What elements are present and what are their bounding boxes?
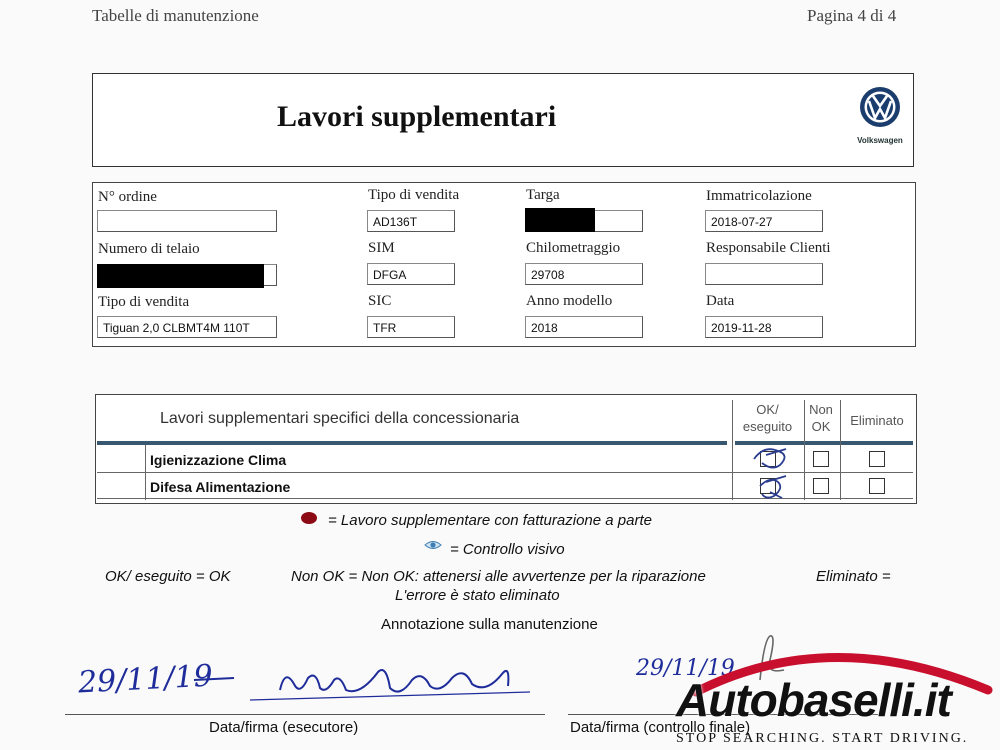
legend-extra-billing: = Lavoro supplementare con fatturazione a parte (328, 512, 652, 529)
ok-checkmark-icon (752, 470, 798, 502)
col-nok-line1: Non (809, 402, 833, 417)
signature-line-left (65, 714, 545, 715)
date-field[interactable]: 2019-11-28 (705, 316, 823, 338)
col-nok-line2: OK (811, 419, 831, 434)
mileage-field[interactable]: 29708 (525, 263, 643, 285)
section-title: Tabelle di manutenzione (92, 6, 259, 25)
nok-checkbox[interactable] (813, 451, 829, 467)
sale-type-top-field[interactable]: AD136T (367, 210, 455, 232)
customer-manager-label: Responsabile Clienti (706, 240, 831, 256)
vw-logo (850, 85, 910, 145)
ok-checkmark-icon (750, 441, 800, 473)
registration-field[interactable]: 2018-07-27 (705, 210, 823, 232)
handwritten-date-left: 29/11/19 (77, 658, 214, 701)
col-elim-header: Eliminato (850, 413, 904, 428)
signature-executor-label: Data/firma (esecutore) (209, 719, 359, 736)
nok-checkbox[interactable] (813, 478, 829, 494)
plate-redaction (525, 208, 595, 232)
work-table-heading: Lavori supplementari specifici della concessionaria (160, 410, 520, 427)
vw-brand-name: Volkswagen (857, 136, 903, 145)
model-year-field[interactable]: 2018 (525, 316, 643, 338)
extra-billing-dot-icon (300, 511, 318, 525)
legend-eliminated-definition: Eliminato = (816, 568, 891, 585)
legend-nok-definition: Non OK = Non OK: attenersi alle avvertenze per la riparazione (291, 568, 706, 585)
col-ok-line2: eseguito (742, 419, 793, 434)
row-label: Difesa Alimentazione (150, 479, 291, 495)
vin-label: Numero di telaio (98, 241, 200, 257)
page-title: Lavori supplementari (277, 100, 557, 133)
col-ok-header (730, 401, 805, 435)
date-label: Data (706, 293, 735, 309)
row-label: Igienizzazione Clima (150, 452, 287, 468)
sic-field[interactable]: TFR (367, 316, 455, 338)
legend-eliminated-definition-2: L'errore è stato eliminato (395, 587, 560, 604)
col-ok-line1: OK/ (756, 402, 779, 417)
sim-label: SIM (368, 240, 395, 256)
model-year-label: Anno modello (526, 293, 613, 309)
sale-type-bottom-field[interactable]: Tiguan 2,0 CLBMT4M 110T (97, 316, 277, 338)
vin-redaction (97, 264, 264, 288)
signature-executor (190, 650, 550, 710)
mileage-label: Chilometraggio (526, 240, 621, 256)
eliminated-checkbox[interactable] (869, 451, 885, 467)
legend-ok-definition: OK/ eseguito = OK (105, 568, 231, 585)
maintenance-annotation-label: Annotazione sulla manutenzione (381, 616, 598, 633)
vw-logo-icon (858, 85, 902, 129)
sic-label: SIC (368, 293, 392, 309)
customer-manager-field[interactable] (705, 263, 823, 285)
handwritten-date-right: 29/11/19 (636, 656, 735, 681)
signature-final-check-label: Data/firma (controllo finale) (570, 719, 751, 736)
col-nok-header (802, 401, 840, 435)
order-number-field[interactable] (97, 210, 277, 232)
sale-type-top-label: Tipo di vendita (368, 187, 460, 203)
sale-type-bottom-label: Tipo di vendita (98, 294, 190, 310)
table-header-rule (97, 441, 727, 445)
plate-label: Targa (526, 187, 560, 203)
registration-label: Immatricolazione (706, 188, 812, 204)
page-indicator: Pagina 4 di 4 (807, 6, 897, 25)
order-number-label: N° ordine (98, 189, 157, 205)
sim-field[interactable]: DFGA (367, 263, 455, 285)
watermark-tagline: STOP SEARCHING. START DRIVING. (676, 731, 969, 746)
watermark-brand: Autobaselli.it (676, 674, 951, 726)
eliminated-checkbox[interactable] (869, 478, 885, 494)
eye-icon (424, 539, 442, 551)
legend-visual-check: = Controllo visivo (450, 541, 565, 558)
